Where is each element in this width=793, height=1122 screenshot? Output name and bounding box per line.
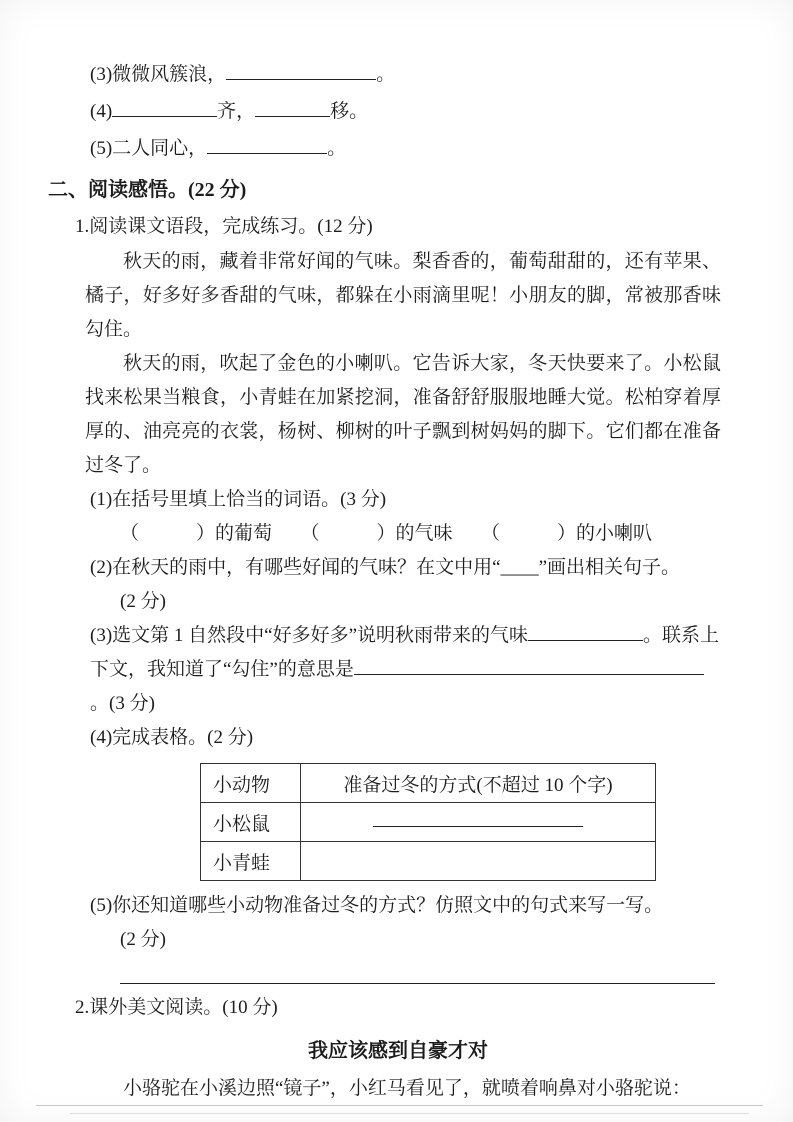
page-edge-artifact [70, 1113, 749, 1114]
q3-text-pre: (3)选文第 1 自然段中“好多好多”说明秋雨带来的气味 [90, 625, 529, 646]
question-2-score: (2 分) [120, 591, 166, 612]
q4-text-2: 移。 [330, 101, 369, 122]
table-row [201, 842, 656, 881]
question-3-block [90, 619, 721, 721]
table-header-row [201, 764, 656, 803]
q4-blank-2 [255, 116, 330, 117]
q3-answer-blank-1 [528, 640, 643, 641]
table-header-animal: 小动物 [201, 764, 301, 803]
reading-paragraph-1: 秋天的雨，藏着非常好闻的气味。梨香香的，葡萄甜甜的，还有苹果、橘子，好多好多香甜的气味，都躲在小雨滴里呢！小朋友的脚，常被那香味勾住。 [85, 251, 721, 340]
exercise-2 [75, 990, 721, 1106]
table-cell-frog-answer [301, 842, 656, 881]
fill-blank-item-3 [90, 56, 721, 93]
q4-number: (4) [90, 101, 113, 122]
passage-title: 我应该感到自豪才对 [308, 1040, 488, 1062]
table-header-method: 准备过冬的方式(不超过 10 个字) [301, 764, 656, 803]
reading-paragraph-2: 秋天的雨，吹起了金色的小喇叭。它告诉大家，冬天快要来了。小松鼠找来松果当粮食，小青蛙在加紧挖洞，准备舒舒服服地睡大觉。松柏穿着厚厚的、油亮亮的衣裳，杨树、柳树的叶子飘到树妈妈的脚下。它们都在准备过冬了。 [85, 353, 721, 476]
fill-blank-item-5 [90, 130, 721, 167]
question-5: (5)你还知道哪些小动物准备过冬的方式？仿照文中的句式来写一写。 [90, 895, 664, 916]
exercise-1 [75, 209, 721, 984]
question-5-answer-line [120, 983, 715, 984]
section-heading: 二、阅读感悟。(22 分) [48, 179, 247, 201]
q5-text: (5)二人同心， [90, 138, 208, 159]
table-cell-squirrel: 小松鼠 [201, 803, 301, 842]
fill-blank-item-4 [90, 93, 721, 130]
question-4: (4)完成表格。(2 分) [90, 727, 254, 748]
q3-text-end: 。(3 分) [90, 693, 155, 714]
table-cell-frog: 小青蛙 [201, 842, 301, 881]
q3-period: 。 [376, 64, 396, 85]
exercise-1-title: 1.阅读课文语段，完成练习。(12 分) [75, 216, 373, 237]
table-cell-squirrel-answer [301, 803, 656, 842]
q3-text-mid: 。联系上下文，我知道了“勾住”的意思是 [90, 625, 720, 680]
question-1: (1)在括号里填上恰当的词语。(3 分) [90, 489, 387, 510]
q4-blank-1 [112, 116, 217, 117]
q4-text-1: 齐， [217, 101, 256, 122]
q3-text: (3)微微风簇浪， [90, 64, 227, 85]
q3-blank [226, 79, 376, 80]
q5-blank [207, 153, 327, 154]
question-2: (2)在秋天的雨中，有哪些好闻的气味？在文中用“____”画出相关句子。 [90, 557, 681, 578]
q3-answer-blank-2 [354, 674, 614, 675]
page-edge-artifact [36, 1105, 763, 1106]
winter-table [200, 763, 656, 881]
table-blank-squirrel [373, 826, 583, 827]
exercise-2-title: 2.课外美文阅读。(10 分) [75, 997, 278, 1018]
passage-paragraph-1: 小骆驼在小溪边照“镜子”，小红马看见了，就喷着响鼻对小骆驼说： [123, 1078, 691, 1099]
question-1-brackets: （ ）的葡萄 （ ）的气味 （ ）的小喇叭 [120, 523, 653, 544]
q5-period: 。 [327, 138, 347, 159]
table-row [201, 803, 656, 842]
question-5-score: (2 分) [120, 929, 166, 950]
q3-answer-blank-3 [614, 674, 704, 675]
